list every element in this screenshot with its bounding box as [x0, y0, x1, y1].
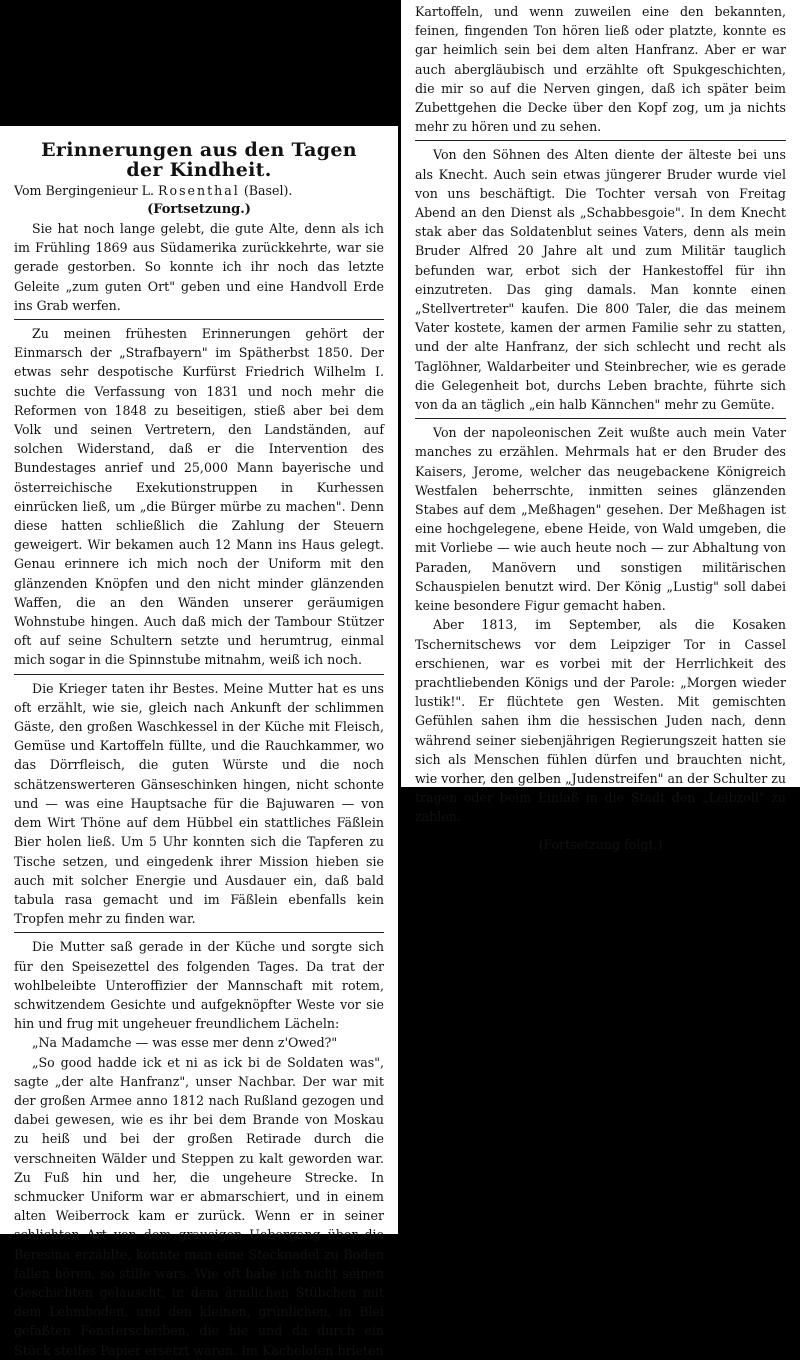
right-paragraph-3: Von der napoleonischen Zeit wußte auch mein Vater manches zu erzählen. Mehrmals hat er den Bruder des Kaisers, Jerome, welcher das neugebackene Königreich Westfalen beherrschte, inmitten seines glänzenden Stabes auf dem „Meßhagen" gesehen. Der Meßhagen ist eine hochgelegene, ebene Heide, von Wald umgeben, die mit Vorliebe — wie auch heute noch — zur Abhaltung von Paraden, Manövern und sonstigen militärischen Schauspielen benutzt wird. Der König „Lustig" soll dabei keine besondere Figur gemacht haben.	[415, 425, 786, 614]
paragraph-rule	[14, 674, 384, 675]
left-paragraph-2: Zu meinen frühesten Erinnerungen gehört der Einmarsch der „Strafbayern" im Spätherbst 1850. Der etwas sehr despotische Kurfürst Friedrich Wilhelm I. suchte die Verfassung von 1831 und noch mehr die Reformen von 1848 zu beseitigen, stieß aber bei dem Volk und seinen Vertretern, den Landständen, auf solchen Widerstand, daß er die Intervention des Bundestages anrief und 25,000 Mann bayerische und österreichische Exekutionstruppen in Kurhessen einrücken ließ, um „die Bürger mürbe zu machen". Denn diese hatten schließlich die Zahlung der Steuern geweigert. Wir bekamen auch 12 Mann ins Haus gelegt. Genau erinnere ich mich noch der Uniform mit den glänzenden Knöpfen und den nicht minder glänzenden Waffen, die an den Wänden unserer geräumigen Wohnstube hingen. Auch daß mich der Tambour Stützer oft auf seine Schultern setzte und herumtrug, einmal mich sogar in die Spinnstube mitnahm, weiß ich noch.	[14, 326, 384, 668]
article-title	[14, 140, 384, 180]
left-paragraph-5: „Na Madamche — was esse mer denn z'Owed?"	[32, 1035, 338, 1051]
byline-prefix: Vom Bergingenieur L.	[14, 183, 155, 198]
paragraph-rule	[415, 140, 786, 141]
right-paragraph-2: Von den Söhnen des Alten diente der älteste bei uns als Knecht. Auch sein etwas jüngerer Bruder wurde viel von uns beschäftigt. Die Tochter versah von Freitag Abend an den Dienst als „Schabbesgoie". In dem Knecht stak aber das Soldatenblut seines Vaters, denn als mein Bruder Alfred 20 Jahre alt und zum Militär tauglich befunden war, erbot sich der Hankestoffel für ihn einzutreten. Das ging damals. Man konnte einen „Stellvertreter" kaufen. Die 800 Taler, die das meinem Vater kostete, kamen der armen Familie sehr zu statten, und der alte Hanfranz, der sich schlecht und recht als Taglöhner, Waldarbeiter und Steinbrecher, wie es gerade die Gelegenheit bot, durchs Leben brachte, führte sich von da an täglich „ein halb Kännchen" mehr zu Gemüte.	[415, 147, 786, 413]
left-column	[0, 126, 398, 1358]
to-be-continued: (Fortsetzung folgt.)	[538, 836, 663, 852]
left-paragraph-3: Die Krieger taten ihr Bestes. Meine Mutter hat es uns oft erzählt, wie sie, gleich nach Ankunft der schlimmen Gäste, den großen Waschkessel in der Küche mit Fleisch, Gemüse und Kartoffeln füllte, und die Rauchkammer, wo das Dörrfleisch, die guten Würste und die noch schätzenswerteren Gänseschinken hingen, nicht schonte und — was eine Hauptsache für die Bajuwaren — von dem Wirt Thöne auf dem Hübbel ein stattliches Fäßlein Bier holen ließ. Um 5 Uhr konnten sich die Tapferen zu Tische setzen, und eingedenk ihrer Mission hieben sie auch mit solcher Energie und Ausdauer ein, daß bald tabula rasa gemacht und im Fäßlein ebenfalls kein Tropfen mehr zu finden war.	[14, 680, 384, 927]
left-paragraph-1: Sie hat noch lange gelebt, die gute Alte, denn als ich im Frühling 1869 aus Südamerika zurückkehrte, war sie gerade gestorben. So konnte ich ihr noch das letzte Geleite „zum guten Ort" geben und eine Handvoll Erde ins Grab werfen.	[14, 221, 384, 313]
byline-name: Rosenthal	[158, 183, 240, 198]
paragraph-rule	[14, 319, 384, 320]
left-paragraph-6: „So good hadde ick et ni as ick bi de Soldaten was", sagte „der alte Hanfranz", unser Nachbar. Der war mit der großen Armee anno 1812 nach Rußland gezogen und dabei gewesen, wie es ihr bei dem Brande von Moskau zu heiß und bei der großen Retirade durch die verschneiten Wälder und Steppen zu kalt geworden war. Zu Fuß hin und her, die ungeheure Strecke. In schmucker Uniform war er abmarschiert, und in einem alten Weiberrock kam er zurück. Wenn er in seiner schlichten Art von dem grausigen Uebergang über die Beresina erzählte, konnte man eine Stecknadel zu Boden fallen hören, so stille wars. Wie oft habe ich nicht seinen Geschichten gelauscht, in dem ärmlichen Stübchen mit dem Lehmboden, und den kleinen, grünlichen, in Blei gefaßten Fensterscheiben, die hie und da durch ein Stück steifes Papier ersetzt waren. Im Kachelofen brieten	[14, 1054, 384, 1358]
paragraph-rule	[415, 418, 786, 419]
left-paragraph-4: Die Mutter saß gerade in der Küche und sorgte sich für den Speisezettel des folgenden Tages. Da trat der wohlbeleibte Unteroffizier der Mannschaft mit rotem, schwitzendem Gesichte und aufgeknöpfter Weste vor sie hin und frug mit ungeheuer freundlichem Lächeln:	[14, 939, 384, 1032]
continuation-note: (Fortsetzung.)	[147, 202, 251, 217]
byline	[14, 181, 384, 200]
title-line-1: Erinnerungen aus den Tagen	[41, 139, 357, 161]
right-column	[401, 0, 800, 852]
title-line-2: der Kindheit.	[126, 159, 272, 181]
right-paragraph-4: Aber 1813, im September, als die Kosaken Tschernitschews vor dem Leipziger Tor in Cassel erschienen, war es vorbei mit der Herrlichkeit des prachtliebenden Königs und der Parole: „Morgen wieder lustik!". Er flüchtete gen Westen. Mit gemischten Gefühlen sahen ihm die hessischen Juden nach, denn während seiner siebenjährigen Regierungszeit hatten sie sich als Menschen fühlen dürfen und brauchten nicht, wie vorher, den gelben „Judenstreifen" an der Schulter zu tragen oder beim Einlaß in die Stadt den „Leibzoll" zu zahlen.	[415, 617, 786, 825]
right-paragraph-1: Kartoffeln, und wenn zuweilen eine den bekannten, feinen, fingenden Ton hören ließ oder platzte, konnte es gar heimlich sein bei dem alten Hanfranz. Aber er war auch abergläubisch und erzählte oft Spukgeschichten, die mir so auf die Nerven gingen, daß ich später beim Zubettgehen die Decke über den Kopf zog, um ja nichts mehr zu hören und zu sehen.	[415, 4, 786, 135]
paragraph-rule	[14, 932, 384, 933]
byline-suffix: (Basel).	[243, 183, 293, 198]
